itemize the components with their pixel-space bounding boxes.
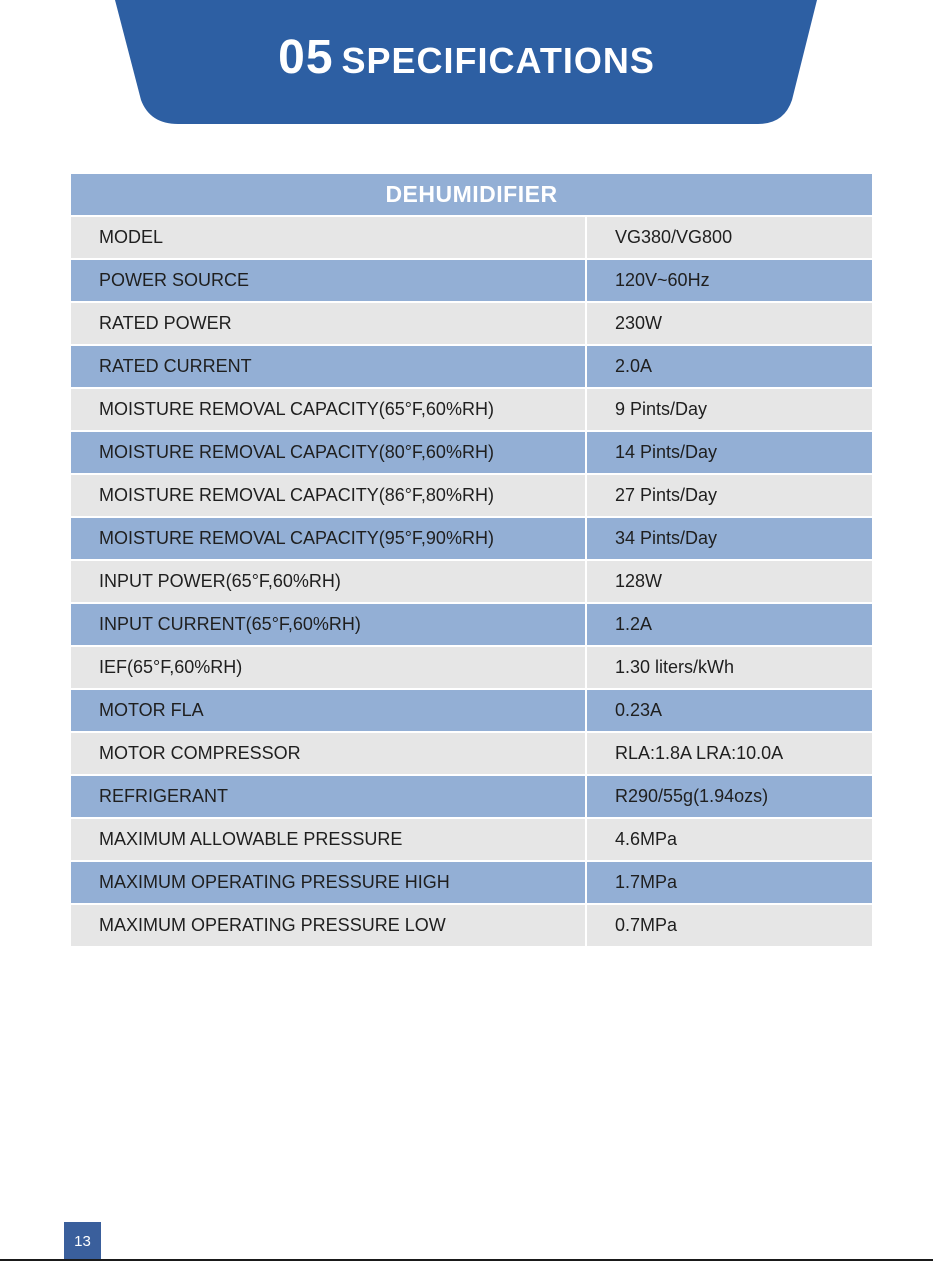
table-heading: DEHUMIDIFIER [71, 174, 872, 216]
spec-label: POWER SOURCE [71, 259, 586, 302]
spec-value: 120V~60Hz [586, 259, 872, 302]
table-row [71, 818, 872, 861]
spec-label: MAXIMUM ALLOWABLE PRESSURE [71, 818, 586, 861]
spec-value: 2.0A [586, 345, 872, 388]
spec-value: 1.7MPa [586, 861, 872, 904]
spec-label: INPUT CURRENT(65°F,60%RH) [71, 603, 586, 646]
table-row [71, 560, 872, 603]
table-row [71, 603, 872, 646]
spec-value: 1.30 liters/kWh [586, 646, 872, 689]
spec-label: RATED CURRENT [71, 345, 586, 388]
spec-label: MAXIMUM OPERATING PRESSURE LOW [71, 904, 586, 947]
spec-value: VG380/VG800 [586, 216, 872, 259]
table-header-row [71, 174, 872, 216]
page-title [0, 30, 933, 85]
page-number: 13 [64, 1222, 101, 1261]
table-row [71, 861, 872, 904]
table-row [71, 474, 872, 517]
spec-label: MOTOR FLA [71, 689, 586, 732]
table-row [71, 732, 872, 775]
spec-value: R290/55g(1.94ozs) [586, 775, 872, 818]
spec-label: MODEL [71, 216, 586, 259]
table-row [71, 431, 872, 474]
spec-label: REFRIGERANT [71, 775, 586, 818]
spec-label: RATED POWER [71, 302, 586, 345]
table-row [71, 388, 872, 431]
spec-label: MOISTURE REMOVAL CAPACITY(80°F,60%RH) [71, 431, 586, 474]
spec-value: 0.7MPa [586, 904, 872, 947]
spec-value: 0.23A [586, 689, 872, 732]
table-row [71, 216, 872, 259]
spec-value: 34 Pints/Day [586, 517, 872, 560]
table-row [71, 259, 872, 302]
spec-value: 9 Pints/Day [586, 388, 872, 431]
table-row [71, 345, 872, 388]
spec-value: 230W [586, 302, 872, 345]
table-row [71, 775, 872, 818]
table-row [71, 904, 872, 947]
spec-value: 14 Pints/Day [586, 431, 872, 474]
table-row [71, 517, 872, 560]
spec-label: INPUT POWER(65°F,60%RH) [71, 560, 586, 603]
spec-label: MAXIMUM OPERATING PRESSURE HIGH [71, 861, 586, 904]
spec-value: 4.6MPa [586, 818, 872, 861]
table-row [71, 689, 872, 732]
section-number: 05 [278, 31, 334, 84]
spec-value: 1.2A [586, 603, 872, 646]
spec-label: MOISTURE REMOVAL CAPACITY(86°F,80%RH) [71, 474, 586, 517]
spec-value: RLA:1.8A LRA:10.0A [586, 732, 872, 775]
spec-label: MOTOR COMPRESSOR [71, 732, 586, 775]
spec-label: IEF(65°F,60%RH) [71, 646, 586, 689]
specifications-table [71, 174, 872, 948]
spec-label: MOISTURE REMOVAL CAPACITY(95°F,90%RH) [71, 517, 586, 560]
section-title: SPECIFICATIONS [341, 40, 655, 81]
spec-label: MOISTURE REMOVAL CAPACITY(65°F,60%RH) [71, 388, 586, 431]
spec-value: 27 Pints/Day [586, 474, 872, 517]
spec-value: 128W [586, 560, 872, 603]
table-row [71, 302, 872, 345]
table-row [71, 646, 872, 689]
